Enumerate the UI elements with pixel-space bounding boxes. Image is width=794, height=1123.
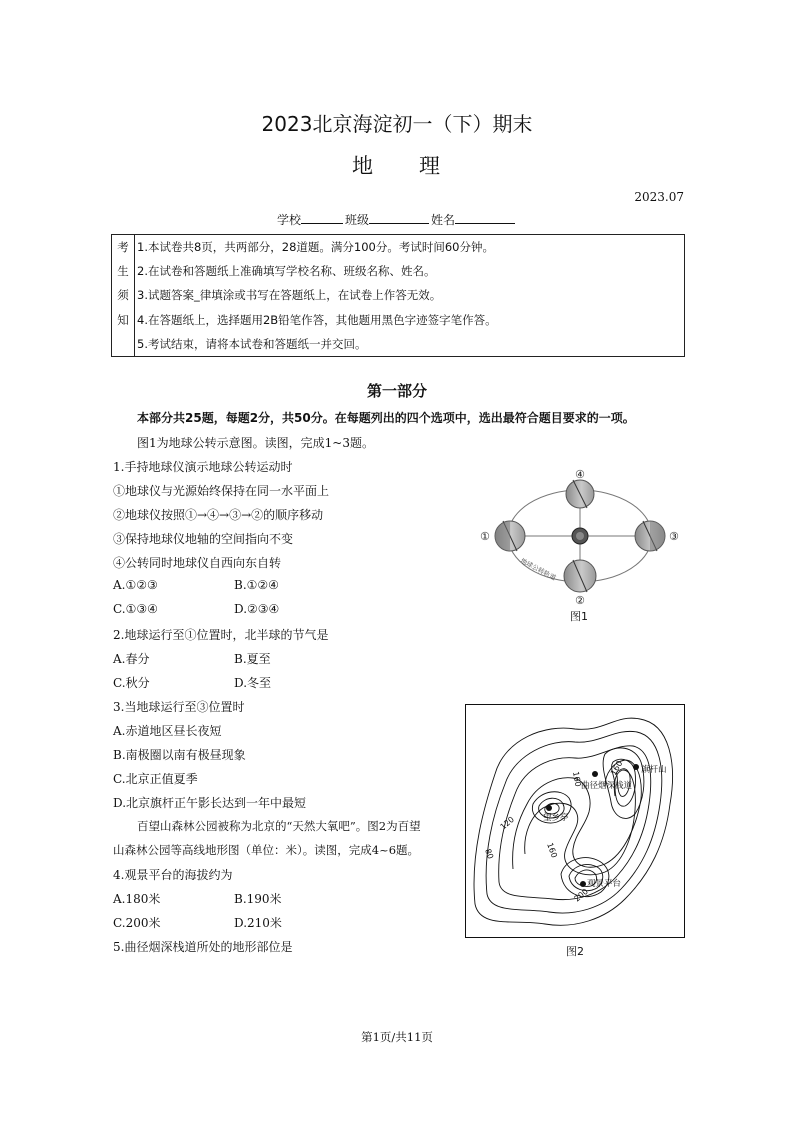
notice-label-char: 知 [117,312,129,327]
school-blank[interactable] [301,212,343,224]
map-frame [466,705,685,938]
q1-statement: ④公转同时地球仪自西向东自转 [113,556,282,570]
contour-label: 160 [545,841,559,860]
q1-option-c[interactable]: C.①③④ [113,602,158,616]
part-intro: 本部分共25题，每题2分，共50分。在每题列出的四个选项中，选出最符合题目要求的一项。 [137,411,635,425]
q3-option-a[interactable]: A.赤道地区昼长夜短 [113,724,222,738]
notice-label-char: 考 [117,240,129,254]
position-2-label: ② [575,594,585,607]
q2-option-d[interactable]: D.冬至 [234,676,272,690]
q1-option-a[interactable]: A.①②③ [113,578,158,592]
q2-option-b[interactable]: B.夏至 [234,652,271,666]
earth-position-3-icon [635,521,665,551]
exam-notice-box [111,234,685,357]
q3-option-d[interactable]: D.北京旗杆正午影长达到一年中最短 [113,796,307,810]
passage-line: 百望山森林公园被称为北京的“天然大氧吧”。图2为百望 [137,819,421,833]
notice-label-char: 须 [117,288,129,303]
label-viewing-platform: 观景平台 [587,879,622,889]
contour-label: 120 [498,814,516,832]
q2-option-a[interactable]: A.春分 [113,652,150,666]
position-3-label: ③ [669,530,679,543]
notice-items [135,235,685,357]
q4-option-c[interactable]: C.200米 [113,916,161,930]
q1-option-d[interactable]: D.②③④ [234,602,280,616]
summit-marker [633,764,639,770]
q4-option-b[interactable]: B.190米 [234,892,282,906]
earth-position-4-icon [566,480,594,508]
q1-option-b[interactable]: B.①②④ [234,578,279,592]
subject-char-2: 理 [419,154,442,178]
orbit-label: 地球公转轨道 [519,556,558,583]
exam-title: 2023北京海淀初一（下）期末 [261,112,533,136]
figure1-caption: 图1 [570,610,588,623]
notice-item: 1.本试卷共8页，共两部分，28道题。满分100分。考试时间60分钟。 [137,240,495,254]
passage-line: 山森林公园等高线地形图（单位：米）。读图，完成4~6题。 [113,843,420,857]
q3-stem: 3.当地球运行至③位置时 [113,700,245,714]
notice-item: 4.在答题纸上，选择题用2B铅笔作答，其他题用黑色字迹签字笔作答。 [137,312,497,327]
q2-stem: 2.地球运行至①位置时，北半球的节气是 [113,628,329,642]
q4-option-d[interactable]: D.210米 [234,916,282,930]
q1-statement: ③保持地球仪地轴的空间指向不变 [113,532,294,546]
part-heading: 第一部分 [366,382,427,400]
q3-option-b[interactable]: B.南极圈以南有极昼现象 [113,748,246,762]
notice-label [112,235,135,357]
contour-label: 80 [483,847,496,861]
notice-item: 2.在试卷和答题纸上准确填写学校名称、班级名称、姓名。 [137,264,436,279]
name-blank[interactable] [455,212,515,224]
page-footer: 第1页/共11页 [361,1030,433,1044]
class-blank[interactable] [369,212,429,224]
label-qujing-path: 曲径烟深栈道 [581,781,633,791]
contour-label: 200 [572,886,590,904]
subject-char-1: 地 [352,154,375,178]
position-4-label: ④ [575,468,585,481]
school-label: 学校 [276,213,301,227]
label-qigan-mountain: 旗杆山 [641,765,667,775]
figure1-lead: 图1为地球公转示意图。读图，完成1~3题。 [137,436,374,450]
label-wangxiang-pavilion: 望乡亭 [543,813,569,823]
pavilion-marker [546,805,552,811]
exam-date: 2023.07 [634,190,684,204]
contour-label: 160 [571,770,583,788]
q4-stem: 4.观景平台的海拔约为 [113,868,233,882]
q1-stem: 1.手持地球仪演示地球公转运动时 [113,460,293,474]
student-info-line [0,211,794,228]
subject-title [0,150,794,180]
q2-option-c[interactable]: C.秋分 [113,676,150,690]
earth-position-2-icon [564,560,596,592]
name-label: 姓名 [431,213,456,227]
q1-statement: ①地球仪与光源始终保持在同一水平面上 [113,484,330,498]
q4-option-a[interactable]: A.180米 [113,892,161,906]
q1-statement: ②地球仪按照①→④→③→②的顺序移动 [113,508,324,522]
notice-label-char: 生 [117,264,129,279]
position-1-label: ① [480,530,490,543]
figure2-contour-map [465,704,685,938]
platform-marker [580,881,586,887]
class-label: 班级 [344,213,369,227]
earth-position-1-icon [495,521,525,551]
contour-label: 160 [608,759,625,777]
q5-stem: 5.曲径烟深栈道所处的地形部位是 [113,940,293,954]
q3-option-c[interactable]: C.北京正值夏季 [113,772,198,786]
figure1-orbit-diagram [470,462,694,624]
notice-item: 3.试题答案_律填涂或书写在答题纸上，在试卷上作答无效。 [137,288,442,303]
notice-item: 5.考试结束，请将本试卷和答题纸一并交回。 [137,336,367,351]
figure2-caption: 图2 [566,945,584,958]
path-marker [592,771,598,777]
